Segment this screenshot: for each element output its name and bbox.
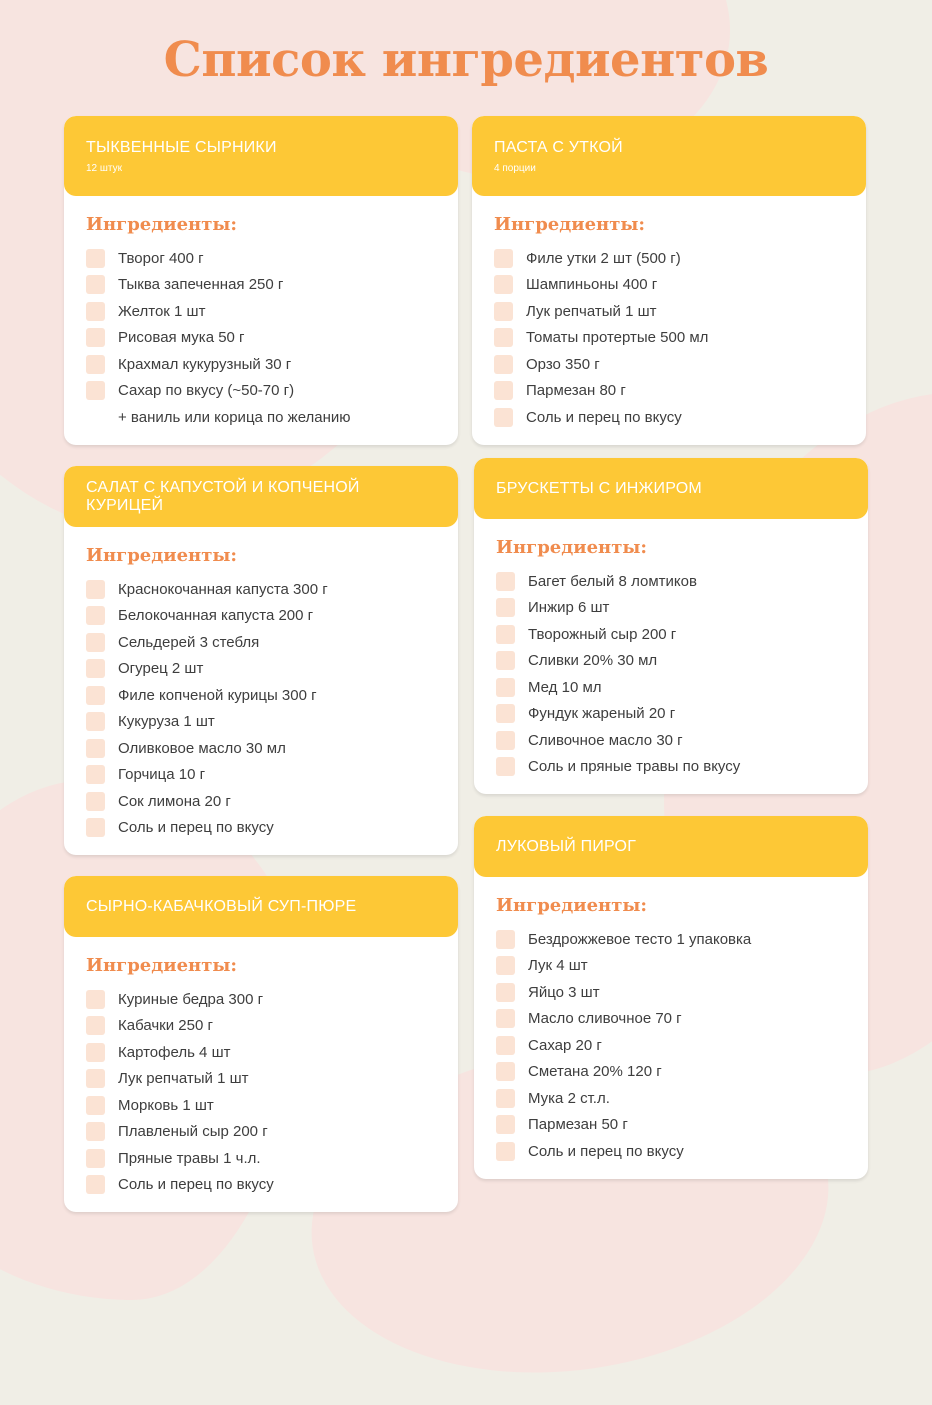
ingredient-checkbox[interactable] (496, 1036, 515, 1055)
ingredient-item (86, 576, 436, 603)
ingredient-checkbox[interactable] (494, 381, 513, 400)
ingredient-item (494, 378, 844, 405)
ingredient-text: Бездрожжевое тесто 1 упаковка (528, 930, 752, 948)
ingredient-text: Лук репчатый 1 шт (118, 1070, 249, 1088)
recipe-card-body (64, 196, 458, 445)
ingredients-heading: Ингредиенты: (86, 214, 238, 235)
ingredient-text: Оливковое масло 30 мл (118, 739, 286, 757)
ingredient-item (496, 621, 846, 648)
recipe-card-body (474, 877, 868, 1179)
ingredient-item (496, 1059, 846, 1086)
ingredient-checkbox[interactable] (86, 1149, 105, 1168)
ingredient-checkbox[interactable] (86, 686, 105, 705)
ingredient-text: Пармезан 50 г (528, 1116, 628, 1134)
ingredient-item (494, 298, 844, 325)
ingredient-checkbox[interactable] (86, 818, 105, 837)
recipe-card-header (474, 816, 868, 877)
ingredient-text: Сельдерей 3 стебля (118, 633, 260, 651)
ingredient-item (86, 298, 436, 325)
ingredient-checkbox[interactable] (86, 580, 105, 599)
ingredient-text: Горчица 10 г (118, 766, 206, 784)
ingredient-text: Соль и пряные травы по вкусу (528, 758, 741, 776)
ingredient-text: Тыква запеченная 250 г (118, 276, 284, 294)
ingredient-text: Соль и перец по вкусу (118, 1176, 274, 1194)
ingredient-item (86, 272, 436, 299)
ingredient-item (86, 603, 436, 630)
ingredient-text: Багет белый 8 ломтиков (528, 572, 697, 590)
recipe-card (472, 116, 866, 445)
ingredient-text: Белокочанная капуста 200 г (118, 607, 314, 625)
recipe-card (474, 816, 868, 1179)
recipe-title: ЛУКОВЫЙ ПИРОГ (496, 837, 637, 855)
ingredient-text: Кабачки 250 г (118, 1017, 213, 1035)
ingredient-checkbox[interactable] (86, 355, 105, 374)
ingredient-text: Инжир 6 шт (528, 599, 610, 617)
recipe-title: ТЫКВЕННЫЕ СЫРНИКИ (86, 138, 277, 156)
ingredient-checkbox[interactable] (496, 930, 515, 949)
ingredient-checkbox[interactable] (496, 651, 515, 670)
recipe-card-header (64, 116, 458, 196)
ingredient-item (86, 709, 436, 736)
recipe-card-header (64, 466, 458, 527)
ingredient-item (496, 648, 846, 675)
ingredient-item (496, 701, 846, 728)
ingredient-checkbox[interactable] (496, 956, 515, 975)
ingredient-checkbox[interactable] (86, 1096, 105, 1115)
ingredient-item (496, 568, 846, 595)
ingredient-item (86, 1013, 436, 1040)
recipe-card (474, 458, 868, 794)
ingredient-checkbox[interactable] (494, 302, 513, 321)
ingredient-text: Филе копченой курицы 300 г (118, 686, 317, 704)
ingredient-checkbox[interactable] (496, 704, 515, 723)
ingredient-note: + ваниль или корица по желанию (118, 408, 351, 426)
ingredient-checkbox[interactable] (86, 328, 105, 347)
recipe-card-header (64, 876, 458, 937)
ingredient-item (496, 674, 846, 701)
ingredients-heading: Ингредиенты: (496, 895, 648, 916)
ingredient-item (496, 754, 846, 781)
ingredient-item (496, 727, 846, 754)
ingredient-item (496, 1085, 846, 1112)
recipe-title: ПАСТА С УТКОЙ (494, 138, 623, 156)
ingredient-text: Яйцо 3 шт (528, 983, 600, 1001)
ingredient-text: Краснокочанная капуста 300 г (118, 580, 328, 598)
ingredient-checkbox[interactable] (496, 1115, 515, 1134)
ingredient-item (86, 1092, 436, 1119)
ingredient-item (494, 404, 844, 431)
ingredient-checkbox[interactable] (494, 408, 513, 427)
page-title: Список ингредиентов (163, 32, 769, 88)
ingredient-item (496, 1032, 846, 1059)
ingredient-text: Огурец 2 шт (118, 660, 204, 678)
recipe-yield: 12 штук (86, 162, 122, 174)
ingredient-item (496, 1112, 846, 1139)
ingredient-checkbox[interactable] (86, 990, 105, 1009)
ingredient-text: Сахар 20 г (528, 1036, 602, 1054)
recipe-yield: 4 порции (494, 162, 536, 174)
ingredient-text: Плавленый сыр 200 г (118, 1123, 268, 1141)
ingredient-checkbox[interactable] (496, 1142, 515, 1161)
ingredients-heading: Ингредиенты: (494, 214, 646, 235)
ingredient-text: Филе утки 2 шт (500 г) (526, 249, 681, 267)
recipe-card-body (472, 196, 866, 445)
ingredient-text: Морковь 1 шт (118, 1096, 214, 1114)
ingredient-checkbox[interactable] (86, 792, 105, 811)
ingredient-item (86, 986, 436, 1013)
ingredient-checkbox[interactable] (86, 739, 105, 758)
ingredient-item (496, 926, 846, 953)
ingredient-checkbox[interactable] (86, 1175, 105, 1194)
recipe-card-body (474, 519, 868, 794)
ingredient-item (86, 245, 436, 272)
recipe-card (64, 116, 458, 445)
ingredient-text: Соль и перец по вкусу (526, 408, 682, 426)
ingredient-text: Мед 10 мл (528, 678, 602, 696)
ingredient-item (86, 1172, 436, 1199)
ingredient-text: Желток 1 шт (118, 302, 206, 320)
ingredient-text: Сливочное масло 30 г (528, 731, 683, 749)
ingredient-item (86, 656, 436, 683)
ingredient-text: Шампиньоны 400 г (526, 276, 658, 294)
ingredient-checkbox[interactable] (496, 572, 515, 591)
ingredient-item (86, 378, 436, 405)
ingredient-text: Рисовая мука 50 г (118, 329, 245, 347)
ingredient-checkbox[interactable] (86, 302, 105, 321)
recipe-card-body (64, 937, 458, 1212)
ingredient-item (496, 595, 846, 622)
ingredient-item (86, 1066, 436, 1093)
ingredient-item (496, 1006, 846, 1033)
ingredient-checkbox[interactable] (86, 1016, 105, 1035)
ingredient-text: Лук 4 шт (528, 957, 588, 975)
ingredient-checkbox[interactable] (86, 381, 105, 400)
ingredient-checkbox[interactable] (496, 731, 515, 750)
ingredient-text: Фундук жареный 20 г (528, 705, 676, 723)
ingredient-text: Соль и перец по вкусу (528, 1142, 684, 1160)
ingredient-checkbox[interactable] (496, 983, 515, 1002)
ingredient-item (86, 351, 436, 378)
ingredient-checkbox[interactable] (494, 249, 513, 268)
ingredient-checkbox[interactable] (494, 328, 513, 347)
ingredient-text: Томаты протертые 500 мл (526, 329, 709, 347)
ingredient-text: Творог 400 г (118, 249, 204, 267)
ingredient-item (494, 351, 844, 378)
recipe-title: БРУСКЕТТЫ С ИНЖИРОМ (496, 479, 702, 497)
ingredient-item (86, 325, 436, 352)
ingredient-checkbox[interactable] (496, 1009, 515, 1028)
ingredient-checkbox[interactable] (86, 606, 105, 625)
ingredient-item (494, 325, 844, 352)
ingredient-text: Сахар по вкусу (~50-70 г) (118, 382, 295, 400)
ingredient-text: Куриные бедра 300 г (118, 990, 264, 1008)
ingredient-checkbox[interactable] (494, 355, 513, 374)
ingredient-text: Соль и перец по вкусу (118, 819, 274, 837)
ingredient-item (86, 1119, 436, 1146)
ingredient-checkbox[interactable] (496, 1089, 515, 1108)
ingredient-item (86, 1145, 436, 1172)
ingredient-item (86, 788, 436, 815)
ingredients-heading: Ингредиенты: (496, 537, 648, 558)
ingredient-checkbox[interactable] (494, 275, 513, 294)
ingredient-text: Пармезан 80 г (526, 382, 626, 400)
ingredient-text: Лук репчатый 1 шт (526, 302, 657, 320)
ingredient-item (496, 1138, 846, 1165)
ingredient-text: Мука 2 ст.л. (528, 1089, 610, 1107)
ingredient-text: Творожный сыр 200 г (528, 625, 677, 643)
ingredient-text: Крахмал кукурузный 30 г (118, 355, 292, 373)
ingredient-checkbox[interactable] (86, 249, 105, 268)
recipe-card-body (64, 527, 458, 855)
ingredient-item (86, 682, 436, 709)
recipe-title: СЫРНО-КАБАЧКОВЫЙ СУП-ПЮРЕ (86, 897, 357, 915)
ingredient-checkbox[interactable] (86, 712, 105, 731)
ingredient-checkbox[interactable] (496, 757, 515, 776)
ingredients-heading: Ингредиенты: (86, 955, 238, 976)
ingredient-item (86, 735, 436, 762)
ingredient-checkbox[interactable] (86, 275, 105, 294)
ingredient-text: Сметана 20% 120 г (528, 1063, 662, 1081)
ingredient-checkbox[interactable] (496, 678, 515, 697)
ingredient-item (494, 245, 844, 272)
ingredient-text: Сок лимона 20 г (118, 792, 231, 810)
recipe-card-header (472, 116, 866, 196)
ingredient-item (86, 762, 436, 789)
ingredient-checkbox[interactable] (496, 598, 515, 617)
recipe-card (64, 466, 458, 855)
ingredient-text: Пряные травы 1 ч.л. (118, 1149, 261, 1167)
ingredient-text: Масло сливочное 70 г (528, 1010, 682, 1028)
recipe-card-header (474, 458, 868, 519)
ingredient-checkbox[interactable] (86, 1122, 105, 1141)
ingredient-item (86, 1039, 436, 1066)
ingredient-item (86, 815, 436, 842)
ingredient-checkbox[interactable] (86, 1043, 105, 1062)
ingredient-item (86, 629, 436, 656)
ingredient-checkbox[interactable] (496, 1062, 515, 1081)
ingredients-heading: Ингредиенты: (86, 545, 238, 566)
ingredient-text: Сливки 20% 30 мл (528, 652, 658, 670)
ingredient-checkbox[interactable] (496, 625, 515, 644)
ingredient-item (496, 979, 846, 1006)
ingredient-text: Картофель 4 шт (118, 1043, 231, 1061)
ingredient-checkbox[interactable] (86, 659, 105, 678)
ingredient-text: Кукуруза 1 шт (118, 713, 215, 731)
recipe-card (64, 876, 458, 1212)
ingredient-item (496, 953, 846, 980)
ingredient-checkbox[interactable] (86, 1069, 105, 1088)
ingredient-checkbox[interactable] (86, 633, 105, 652)
ingredient-checkbox[interactable] (86, 765, 105, 784)
ingredient-item (494, 272, 844, 299)
ingredient-text: Орзо 350 г (526, 355, 600, 373)
recipe-title: САЛАТ С КАПУСТОЙ И КОПЧЕНОЙ КУРИЦЕЙ (86, 478, 360, 514)
